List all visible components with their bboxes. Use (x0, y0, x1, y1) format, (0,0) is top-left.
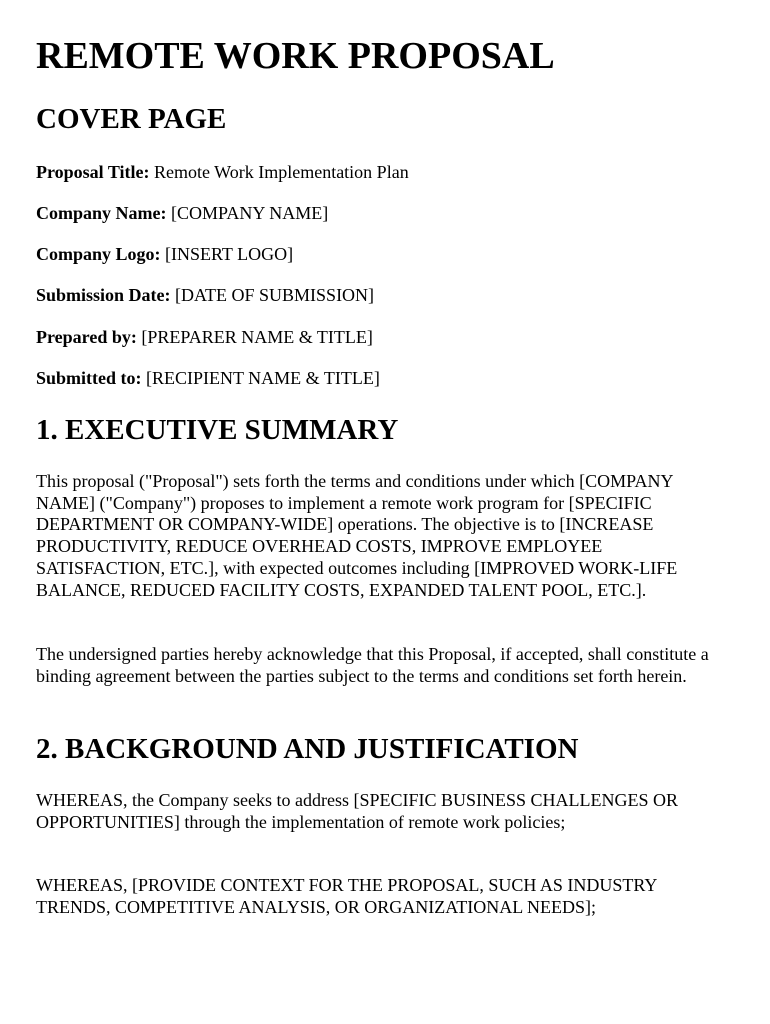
background-paragraph: WHEREAS, [PROVIDE CONTEXT FOR THE PROPOSAL, SUCH AS INDUSTRY TRENDS, COMPETITIVE ANALYSIS, OR ORGANIZATIONAL NEEDS]; (36, 875, 657, 917)
field-submitted-to (36, 367, 380, 389)
field-label: Submitted to: (36, 368, 142, 388)
field-value: [INSERT LOGO] (160, 244, 294, 264)
field-label: Company Name: (36, 203, 167, 223)
executive-summary-paragraph: The undersigned parties hereby acknowledge that this Proposal, if accepted, shall constitute a binding agreement between the parties subject to the terms and conditions set forth herein. (36, 644, 709, 686)
field-company-name (36, 202, 328, 224)
field-value: Remote Work Implementation Plan (149, 162, 409, 182)
field-company-logo (36, 243, 293, 265)
background-paragraph: WHEREAS, the Company seeks to address [SPECIFIC BUSINESS CHALLENGES OR OPPORTUNITIES] through the implementation of remote work policies; (36, 790, 678, 832)
executive-summary-heading: 1. EXECUTIVE SUMMARY (36, 414, 399, 446)
field-label: Prepared by: (36, 327, 137, 347)
field-label: Submission Date: (36, 285, 171, 305)
field-value: [RECIPIENT NAME & TITLE] (141, 368, 380, 388)
field-submission-date (36, 284, 374, 306)
field-proposal-title (36, 161, 409, 183)
field-prepared-by (36, 326, 373, 348)
field-label: Company Logo: (36, 244, 161, 264)
cover-page-heading: COVER PAGE (36, 103, 227, 135)
field-value: [PREPARER NAME & TITLE] (136, 327, 373, 347)
field-value: [DATE OF SUBMISSION] (170, 285, 375, 305)
field-value: [COMPANY NAME] (166, 203, 329, 223)
document-title: REMOTE WORK PROPOSAL (36, 35, 555, 77)
field-label: Proposal Title: (36, 162, 150, 182)
executive-summary-paragraph: This proposal ("Proposal") sets forth the terms and conditions under which [COMPANY NAME] ("Company") proposes to implement a remote work program for [SPECIFIC DEPARTMENT OR COMPANY-WIDE] operations. The objective is to [INCREASE PRODUCTIVITY, REDUCE OVERHEAD COSTS, IMPROVE EMPLOYEE SATISFACTION, ETC.], with expected outcomes including [IMPROVED WORK-LIFE BALANCE, REDUCED FACILITY COSTS, EXPANDED TALENT POOL, ETC.]. (36, 471, 678, 600)
background-heading: 2. BACKGROUND AND JUSTIFICATION (36, 733, 579, 765)
